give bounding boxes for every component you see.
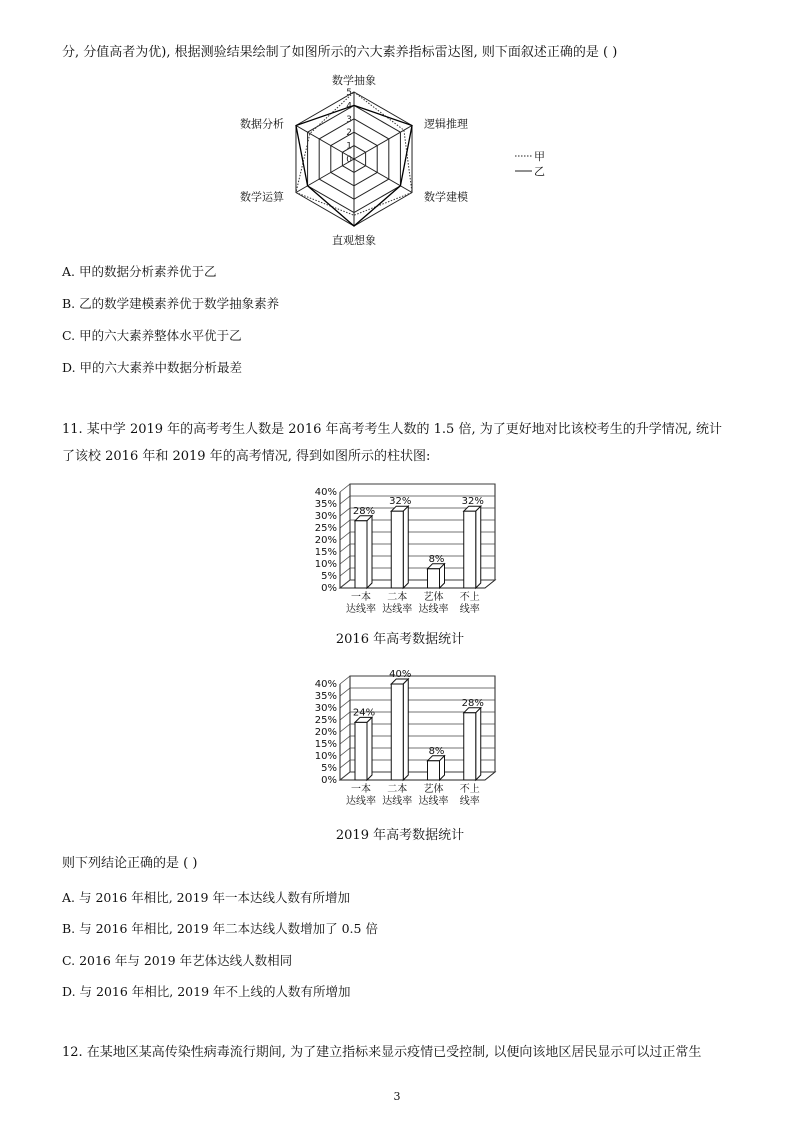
bar-side bbox=[367, 717, 372, 780]
y-tick-label: 25% bbox=[314, 523, 337, 534]
y-tick-label: 30% bbox=[314, 703, 337, 714]
q11-option-d: D. 与 2016 年相比, 2019 年不上线的人数有所增加 bbox=[62, 984, 351, 999]
y-tick-label: 0% bbox=[321, 775, 337, 786]
gridline-slant bbox=[340, 532, 350, 540]
radar-tick-label: 5 bbox=[346, 88, 352, 98]
bar bbox=[355, 521, 367, 588]
x-category-label: 不上 bbox=[459, 784, 480, 795]
y-tick-label: 15% bbox=[314, 739, 337, 750]
radar-tick-label: 0 bbox=[346, 155, 352, 165]
legend-label: 甲 bbox=[534, 150, 545, 163]
bar-value-label: 28% bbox=[352, 505, 376, 517]
y-tick-label: 25% bbox=[314, 715, 337, 726]
bar bbox=[428, 761, 440, 780]
x-category-label: 一本 bbox=[351, 784, 371, 795]
y-tick-label: 40% bbox=[314, 487, 337, 498]
q11-option-a: A. 与 2016 年相比, 2019 年一本达线人数有所增加 bbox=[62, 890, 350, 905]
q12-line-1: 12. 在某地区某高传染性病毒流行期间, 为了建立指标来显示疫情已受控制, 以便向该地区居民显示可以过正常生 bbox=[62, 1045, 702, 1060]
x-category-label: 达线率 bbox=[382, 796, 413, 807]
bar bbox=[464, 511, 476, 588]
gridline-slant bbox=[340, 508, 350, 516]
bar-side bbox=[403, 506, 408, 588]
y-tick-label: 0% bbox=[321, 583, 337, 594]
gridline-slant bbox=[340, 760, 350, 768]
radar-tick-labels bbox=[346, 88, 352, 165]
bar bbox=[391, 684, 403, 780]
radar-tick-label: 4 bbox=[346, 101, 352, 112]
gridline-slant bbox=[340, 556, 350, 564]
bar-value-label: 32% bbox=[389, 496, 412, 508]
radar-legend bbox=[515, 150, 545, 178]
gridline-slant bbox=[340, 688, 350, 696]
x-category-label: 艺体 bbox=[423, 592, 444, 603]
radar-axis-label: 数据分析 bbox=[239, 117, 284, 131]
q10-option-b: B. 乙的数学建模素养优于数学抽象素养 bbox=[62, 296, 280, 311]
bar bbox=[391, 511, 403, 588]
q11-option-c: C. 2016 年与 2019 年艺体达线人数相同 bbox=[62, 953, 293, 968]
q10-option-d: D. 甲的六大素养中数据分析最差 bbox=[62, 360, 243, 375]
radar-tick-label: 1 bbox=[346, 141, 352, 152]
x-category-label: 线率 bbox=[459, 796, 480, 807]
gridline-slant bbox=[340, 520, 350, 528]
radar-spoke bbox=[354, 159, 412, 193]
y-tick-label: 15% bbox=[314, 547, 337, 558]
q10-option-c: C. 甲的六大素养整体水平优于乙 bbox=[62, 328, 242, 343]
gridline-slant bbox=[340, 496, 350, 504]
x-category-label: 二本 bbox=[387, 592, 408, 603]
gridline-slant bbox=[340, 568, 350, 576]
y-tick-label: 35% bbox=[314, 691, 337, 702]
y-tick-label: 35% bbox=[314, 499, 337, 510]
q11-option-b: B. 与 2016 年相比, 2019 年二本达线人数增加了 0.5 倍 bbox=[62, 921, 378, 936]
page-number: 3 bbox=[393, 1090, 401, 1103]
x-category-label: 达线率 bbox=[418, 796, 449, 807]
gridline-slant bbox=[340, 700, 350, 708]
y-tick-label: 20% bbox=[314, 535, 337, 546]
bar bbox=[464, 713, 476, 780]
bar-chart-2016 bbox=[300, 476, 500, 626]
y-tick-label: 30% bbox=[314, 511, 337, 522]
y-tick-label: 5% bbox=[321, 571, 337, 582]
bar-side bbox=[476, 708, 481, 780]
q10-option-a: A. 甲的数据分析素养优于乙 bbox=[62, 264, 217, 279]
gridline-slant bbox=[340, 772, 350, 780]
gridline-slant bbox=[340, 736, 350, 744]
bar-value-label: 28% bbox=[461, 697, 484, 709]
bar-value-label: 8% bbox=[428, 745, 445, 757]
y-tick-label: 10% bbox=[314, 559, 337, 570]
gridline-slant bbox=[340, 712, 350, 720]
gridline-slant bbox=[340, 580, 350, 588]
bar bbox=[355, 722, 367, 780]
gridline-slant bbox=[340, 544, 350, 552]
bar-value-label: 32% bbox=[461, 496, 484, 508]
bar bbox=[428, 569, 440, 588]
x-category-label: 达线率 bbox=[382, 604, 413, 615]
x-category-label: 艺体 bbox=[423, 784, 444, 795]
bar-side bbox=[403, 679, 408, 780]
bar-chart-2019-title: 2019 年高考数据统计 bbox=[335, 828, 465, 843]
y-tick-label: 5% bbox=[321, 763, 337, 774]
x-category-label: 一本 bbox=[351, 592, 371, 603]
radar-spoke bbox=[354, 126, 412, 160]
radar-grid bbox=[296, 92, 412, 226]
radar-tick-label: 3 bbox=[346, 114, 352, 125]
radar-axis-label: 直观想象 bbox=[332, 234, 376, 247]
bar-value-label: 40% bbox=[389, 669, 412, 680]
y-tick-label: 40% bbox=[314, 679, 337, 690]
radar-axis-label: 数学运算 bbox=[239, 190, 284, 204]
legend-label: 乙 bbox=[534, 165, 545, 178]
bar-side bbox=[367, 516, 372, 588]
radar-axis-label: 数学建模 bbox=[424, 190, 469, 204]
q10-intro-line: 分, 分值高者为优), 根据测验结果绘制了如图所示的六大素养指标雷达图, 则下面叙述正确的是 ( ) bbox=[62, 45, 618, 60]
x-category-label: 达线率 bbox=[346, 604, 376, 615]
x-category-label: 线率 bbox=[459, 604, 480, 615]
q11-line-1: 11. 某中学 2019 年的高考考生人数是 2016 年高考考生人数的 1.5 倍, 为了更好地对比该校考生的升学情况, 统计 bbox=[62, 422, 722, 437]
radar-tick-label: 2 bbox=[346, 128, 352, 139]
gridline-slant bbox=[340, 484, 350, 492]
y-tick-label: 10% bbox=[314, 751, 337, 762]
x-category-label: 达线率 bbox=[346, 796, 376, 807]
radar-axis-label: 数学抽象 bbox=[332, 74, 376, 87]
gridline-slant bbox=[340, 724, 350, 732]
radar-axis-label: 逻辑推理 bbox=[424, 117, 469, 131]
bar-chart-2019 bbox=[300, 668, 500, 818]
bar-side bbox=[476, 506, 481, 588]
gridline-slant bbox=[340, 748, 350, 756]
bar-chart-2016-title: 2016 年高考数据统计 bbox=[335, 632, 465, 647]
x-category-label: 不上 bbox=[459, 592, 480, 603]
x-category-label: 二本 bbox=[387, 784, 408, 795]
y-tick-label: 20% bbox=[314, 727, 337, 738]
gridline-slant bbox=[340, 676, 350, 684]
radar-chart bbox=[0, 70, 794, 330]
q11-question: 则下列结论正确的是 ( ) bbox=[62, 856, 198, 871]
bar-side bbox=[440, 564, 445, 588]
x-category-label: 达线率 bbox=[418, 604, 449, 615]
bar-side bbox=[440, 756, 445, 780]
bar-value-label: 24% bbox=[352, 707, 376, 719]
q11-line-2: 了该校 2016 年和 2019 年的高考情况, 得到如图所示的柱状图: bbox=[62, 449, 431, 464]
bar-value-label: 8% bbox=[428, 553, 445, 565]
